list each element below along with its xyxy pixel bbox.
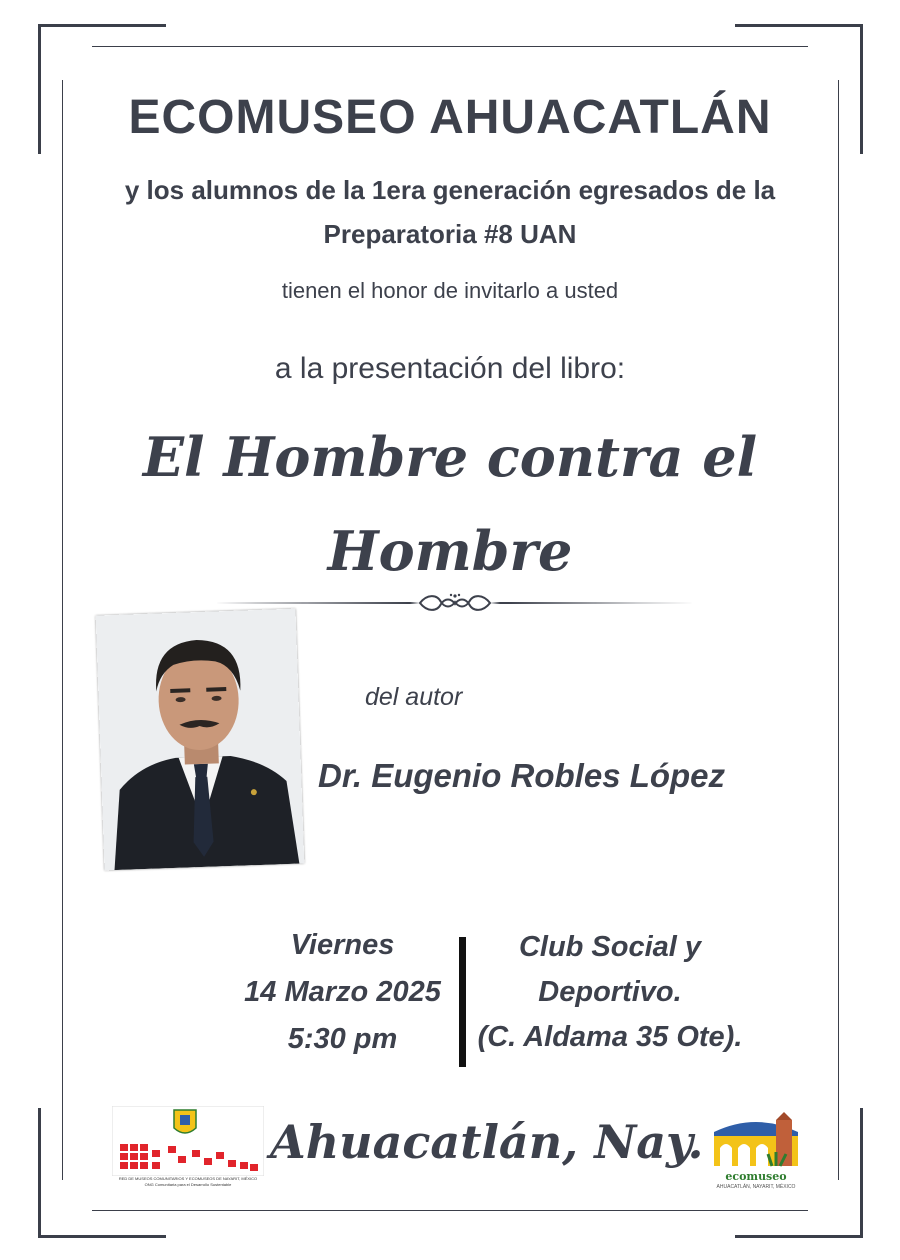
event-date: 14 Marzo 2025 [244, 976, 441, 1008]
event-venue [470, 925, 750, 1060]
venue-line-2: Deportivo. [538, 976, 682, 1008]
vertical-divider [459, 937, 466, 1067]
subtitle-line-2: Preparatoria #8 UAN [323, 219, 577, 249]
event-datetime [220, 922, 465, 1063]
ecomuseo-logo [706, 1110, 806, 1192]
ecomuseo-logo-name: ecomuseo [725, 1170, 787, 1183]
book-title-line-2: Hombre [327, 519, 573, 583]
logo-caption-2: ONG Comunitaria para el Desarrollo Sustentable [144, 1182, 232, 1187]
arch-building-icon [706, 1110, 806, 1170]
event-day: Viernes [290, 929, 395, 961]
book-title-line-1: El Hombre contra el [142, 425, 758, 489]
venue-line-1: Club Social y [518, 931, 702, 963]
subtitle [0, 168, 900, 256]
city-name: Ahuacatlán, Nay. [270, 1115, 704, 1169]
presentation-text: a la presentación del libro: [274, 352, 626, 385]
author-label: del autor [365, 683, 463, 711]
museum-network-emblem-icon [112, 1106, 264, 1176]
logo-caption-1: RED DE MUSEOS COMUNITARIOS Y ECOMUSEOS DE NAYARIT, MÉXICO [118, 1176, 258, 1181]
ecomuseo-logo-location: AHUACATLÁN, NAYARIT, MÉXICO [716, 1184, 796, 1190]
author-name: Dr. Eugenio Robles López [318, 757, 726, 794]
book-title [0, 410, 900, 598]
venue-line-3: (C. Aldama 35 Ote). [477, 1021, 743, 1053]
subtitle-line-1: y los alumnos de la 1era generación egresados de la [124, 175, 776, 205]
honor-text: tienen el honor de invitarlo a usted [281, 278, 619, 303]
author-photo [96, 609, 305, 871]
museum-network-logo [112, 1106, 264, 1190]
page-title: ECOMUSEO AHUACATLÁN [128, 91, 772, 144]
event-time: 5:30 pm [287, 1023, 398, 1055]
